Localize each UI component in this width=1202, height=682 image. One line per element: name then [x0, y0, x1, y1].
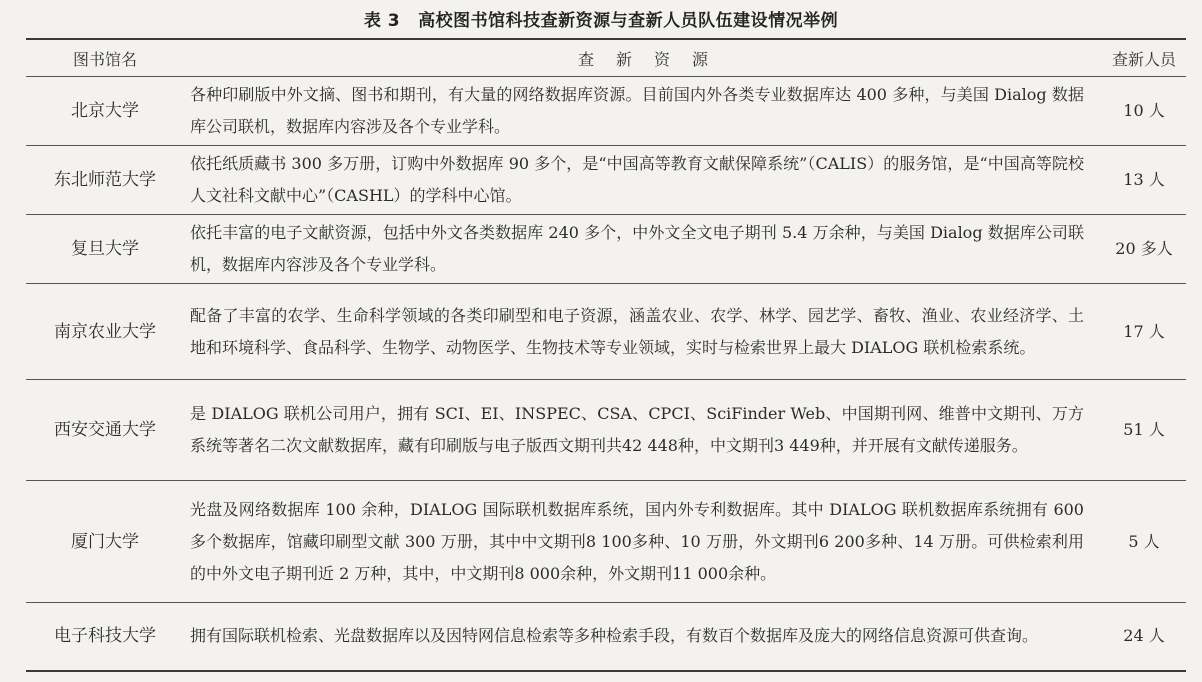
table-row — [26, 215, 1186, 284]
table-row — [26, 146, 1186, 215]
resource-description: 光盘及网络数据库 100 余种，DIALOG 国际联机数据库系统，国内外专利数据库。其中 DIALOG 联机数据库系统拥有 600 多个数据库，馆藏印刷型文献 300 万册，其中中文期刊8 100多种、10 万册，外文期刊6 200多种、14 万册。可供检索利用的中外文电子期刊近 2 万种，其中，中文期刊8 000余种，外文期刊11 000余种。 — [184, 481, 1102, 603]
table-caption — [0, 6, 1202, 31]
staff-count: 51 人 — [1102, 380, 1186, 481]
library-name: 东北师范大学 — [26, 146, 184, 215]
staff-count: 24 人 — [1102, 603, 1186, 671]
table-header-row — [26, 39, 1186, 77]
table-row — [26, 603, 1186, 671]
header-library: 图书馆名 — [72, 49, 137, 69]
library-name: 西安交通大学 — [26, 380, 184, 481]
table-number: 表 3 — [363, 11, 401, 31]
resource-description: 是 DIALOG 联机公司用户，拥有 SCI、EI、INSPEC、CSA、CPCI、SciFinder Web、中国期刊网、维普中文期刊、万方系统等著名二次文献数据库，藏有印刷版与电子版西文期刊共42 448种，中文期刊3 449种，并开展有文献传递服务。 — [184, 380, 1102, 481]
resource-description: 各种印刷版中外文摘、图书和期刊，有大量的网络数据库资源。目前国内外各类专业数据库达 400 多种，与美国 Dialog 数据库公司联机，数据库内容涉及各个专业学科。 — [184, 77, 1102, 146]
header-resources: 查新资源 — [577, 49, 730, 69]
library-name: 厦门大学 — [26, 481, 184, 603]
library-name: 南京农业大学 — [26, 284, 184, 380]
table-row — [26, 284, 1186, 380]
staff-count: 13 人 — [1102, 146, 1186, 215]
resource-description: 配备了丰富的农学、生命科学领域的各类印刷型和电子资源，涵盖农业、农学、林学、园艺学、畜牧、渔业、农业经济学、土地和环境科学、食品科学、生物学、动物医学、生物技术等专业领域，实时与检索世界上最大 DIALOG 联机检索系统。 — [184, 284, 1102, 380]
staff-count: 17 人 — [1102, 284, 1186, 380]
table-row — [26, 481, 1186, 603]
table-row — [26, 380, 1186, 481]
library-name: 复旦大学 — [26, 215, 184, 284]
staff-count: 10 人 — [1102, 77, 1186, 146]
resource-description: 依托纸质藏书 300 多万册，订购中外数据库 90 多个，是“中国高等教育文献保障系统”（CALIS）的服务馆，是“中国高等院校人文社科文献中心”（CASHL）的学科中心馆。 — [184, 146, 1102, 215]
library-name: 电子科技大学 — [26, 603, 184, 671]
table-title: 高校图书馆科技查新资源与查新人员队伍建设情况举例 — [418, 11, 839, 31]
library-name: 北京大学 — [26, 77, 184, 146]
resource-description: 拥有国际联机检索、光盘数据库以及因特网信息检索等多种检索手段，有数百个数据库及庞大的网络信息资源可供查询。 — [184, 603, 1102, 671]
resource-description: 依托丰富的电子文献资源，包括中外文各类数据库 240 多个，中外文全文电子期刊 5.4 万余种，与美国 Dialog 数据库公司联机，数据库内容涉及各个专业学科。 — [184, 215, 1102, 284]
staff-count: 20 多人 — [1102, 215, 1186, 284]
header-staff: 查新人员 — [1111, 49, 1176, 69]
table-row — [26, 77, 1186, 146]
library-resources-table — [26, 38, 1186, 672]
staff-count: 5 人 — [1102, 481, 1186, 603]
